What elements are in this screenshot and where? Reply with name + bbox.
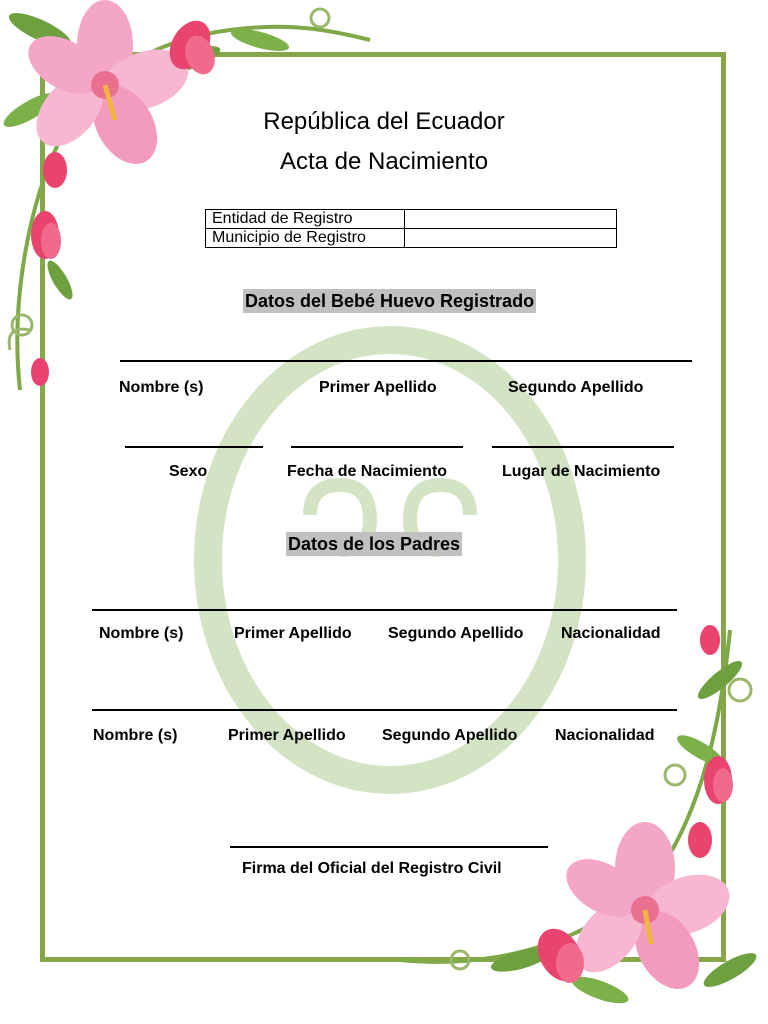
- registry-value-municipio[interactable]: [405, 229, 617, 248]
- registry-table: [205, 209, 617, 248]
- parents-section-heading: Datos de los Padres: [288, 534, 461, 554]
- table-row: [206, 229, 617, 248]
- parent2-first-surname-label: Primer Apellido: [228, 727, 346, 744]
- baby-birthplace-label: Lugar de Nacimiento: [502, 463, 661, 480]
- baby-name-line[interactable]: [120, 360, 692, 362]
- country-title: República del Ecuador: [263, 108, 505, 135]
- registry-label-municipio: Municipio de Registro: [206, 229, 405, 248]
- registry-value-entidad[interactable]: [405, 210, 617, 229]
- parent2-line[interactable]: [92, 709, 677, 711]
- parent2-second-surname-label: Segundo Apellido: [382, 727, 518, 744]
- baby-second-surname-label: Segundo Apellido: [508, 379, 644, 396]
- baby-birthdate-label: Fecha de Nacimiento: [287, 463, 448, 480]
- signature-line[interactable]: [230, 846, 548, 848]
- baby-birthplace-line[interactable]: [492, 446, 674, 448]
- parent1-second-surname-label: Segundo Apellido: [388, 625, 524, 642]
- parent1-name-label: Nombre (s): [99, 625, 184, 642]
- baby-first-surname-label: Primer Apellido: [319, 379, 437, 396]
- floral-corner-bottom-right: [400, 610, 768, 1024]
- parent1-nationality-label: Nacionalidad: [561, 625, 661, 642]
- baby-birthdate-line[interactable]: [291, 446, 463, 448]
- signature-label: Firma del Oficial del Registro Civil: [242, 860, 502, 877]
- parent1-line[interactable]: [92, 609, 677, 611]
- parent1-first-surname-label: Primer Apellido: [234, 625, 352, 642]
- floral-corner-top-left: [0, 0, 380, 400]
- parent2-nationality-label: Nacionalidad: [555, 727, 655, 744]
- baby-sex-line[interactable]: [125, 446, 263, 448]
- parent2-name-label: Nombre (s): [93, 727, 178, 744]
- baby-section-heading: Datos del Bebé Huevo Registrado: [245, 291, 535, 311]
- baby-sex-label: Sexo: [169, 463, 208, 480]
- document-title: Acta de Nacimiento: [279, 148, 489, 175]
- baby-name-label: Nombre (s): [119, 379, 204, 396]
- registry-label-entidad: Entidad de Registro: [206, 210, 405, 229]
- table-row: [206, 210, 617, 229]
